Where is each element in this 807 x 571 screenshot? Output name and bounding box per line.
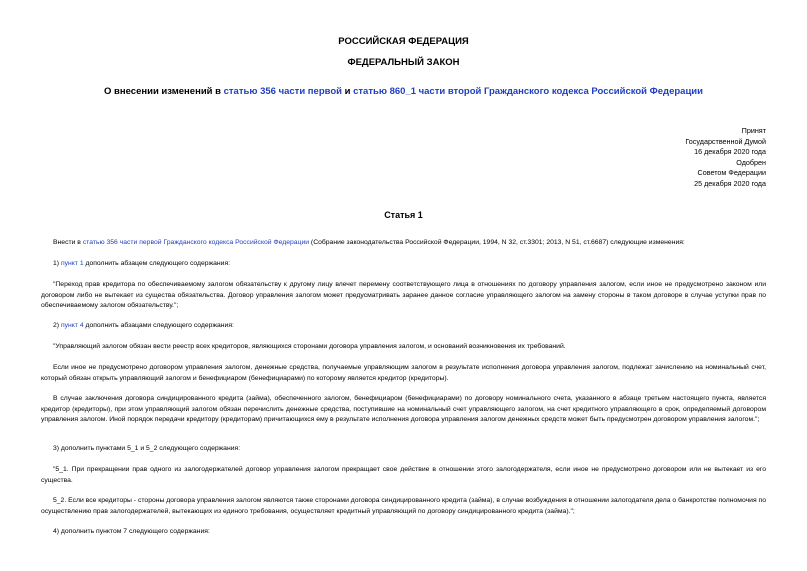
adoption-line: Советом Федерации	[697, 168, 766, 178]
article-intro	[41, 238, 766, 249]
intro-prefix: Внести в	[53, 239, 83, 246]
quote-2-paragraph-1: "Управляющий залогом обязан вести реестр всех кредиторов, являющихся сторонами договора управления залогом, и оснований возникновения их требований.	[53, 343, 566, 350]
item-1-link[interactable]: пункт 1	[60, 260, 84, 267]
item-1	[41, 259, 766, 270]
title-middle: и	[341, 86, 354, 97]
item-2-suffix: дополнить абзацами следующего содержания:	[83, 322, 234, 329]
country-heading: РОССИЙСКАЯ ФЕДЕРАЦИЯ	[338, 36, 469, 47]
law-type-heading: ФЕДЕРАЛЬНЫЙ ЗАКОН	[347, 57, 460, 68]
article-heading: Статья 1	[384, 210, 423, 220]
title-link-article-356[interactable]: статью 356 части первой	[223, 86, 342, 97]
adoption-line: 25 декабря 2020 года	[694, 178, 766, 188]
quote-3-paragraph-1: "5_1. При прекращении прав одного из залогодержателей договор управления залогом прекращает свое действие в отношении этого залогодержателя, если иное не предусмотрено договором или не вытекает из его существа.	[41, 466, 766, 484]
item-4: 4) дополнить пунктом 7 следующего содержания:	[53, 528, 210, 535]
item-2	[41, 321, 766, 332]
item-2-prefix: 2)	[53, 322, 61, 329]
adoption-line: Принят	[741, 126, 766, 135]
adoption-line: 16 декабря 2020 года	[694, 147, 766, 157]
title-link-article-860-1[interactable]: статью 860_1 части второй Гражданского кодекса Российской Федерации	[353, 86, 703, 97]
item-3: 3) дополнить пунктами 5_1 и 5_2 следующего содержания:	[53, 445, 241, 452]
quote-1: "Переход прав кредитора по обеспечиваемому залогом обязательству к другому лицу влечет перемену соответствующего лица в отношениях по договору управления залогом, если иное не предусмотрено законом или договором либо не вытекает из существа обязательства. Договор управления залогом может предусматривать заранее данное согласие управляющего залогом на замену стороны в таком договоре в случае уступки прав по обеспечиваемому залогом обязательству.";	[41, 281, 766, 310]
adoption-line: Одобрен	[736, 157, 766, 167]
adoption-line: Государственной Думой	[685, 136, 766, 146]
title-prefix: О внесении изменений в	[104, 86, 224, 97]
intro-suffix: (Собрание законодательства Российской Федерации, 1994, N 32, ст.3301; 2013, N 51, ст.6687) следующие изменения:	[309, 239, 685, 246]
adoption-block	[566, 126, 766, 190]
item-2-link[interactable]: пункт 4	[60, 322, 84, 329]
item-1-prefix: 1)	[53, 260, 61, 267]
quote-2-paragraph-2: Если иное не предусмотрено договором управления залогом, денежные средства, получаемые управляющим залогом в результате исполнения договора управления залогом, подлежат зачислению на номинальный счет, который обязан открыть управляющий залогом и бенефициаром (бенефициарами) по которому является кредитор (кредиторы).	[41, 364, 766, 382]
law-title	[0, 86, 807, 97]
intro-link[interactable]: статью 356 части первой Гражданского кодекса Российской Федерации	[82, 239, 310, 246]
quote-2-paragraph-3: В случае заключения договора синдицированного кредита (займа), обеспеченного залогом, бенефициаром (бенефициарами) по договору номинального счета, указанного в абзаце третьем настоящего пункта, является кредитор (кредиторы), при этом управляющий залогом обязан перечислить денежные средства, поступившие на номинальный счет управляющего залогом, на счет кредитного управляющего в срок, определяемый договором управления залогом. Иной порядок передачи кредитору (кредиторам) причитающихся ему в результате исполнения договора управления залогом денежных средств может быть предусмотрен договором управления залогом.";	[41, 395, 766, 424]
item-1-suffix: дополнить абзацем следующего содержания:	[83, 260, 231, 267]
quote-3-paragraph-2: 5_2. Если все кредиторы - стороны договора управления залогом являются также сторонами договора синдицированного кредита (займа), в случае возбуждения в отношении залогодателя дела о банкротстве полномочия по осуществлению прав залогодержателей, вытекающих из единого требования, осуществляет кредитный управляющий по договору синдицированного кредита (займа).";	[41, 497, 766, 515]
